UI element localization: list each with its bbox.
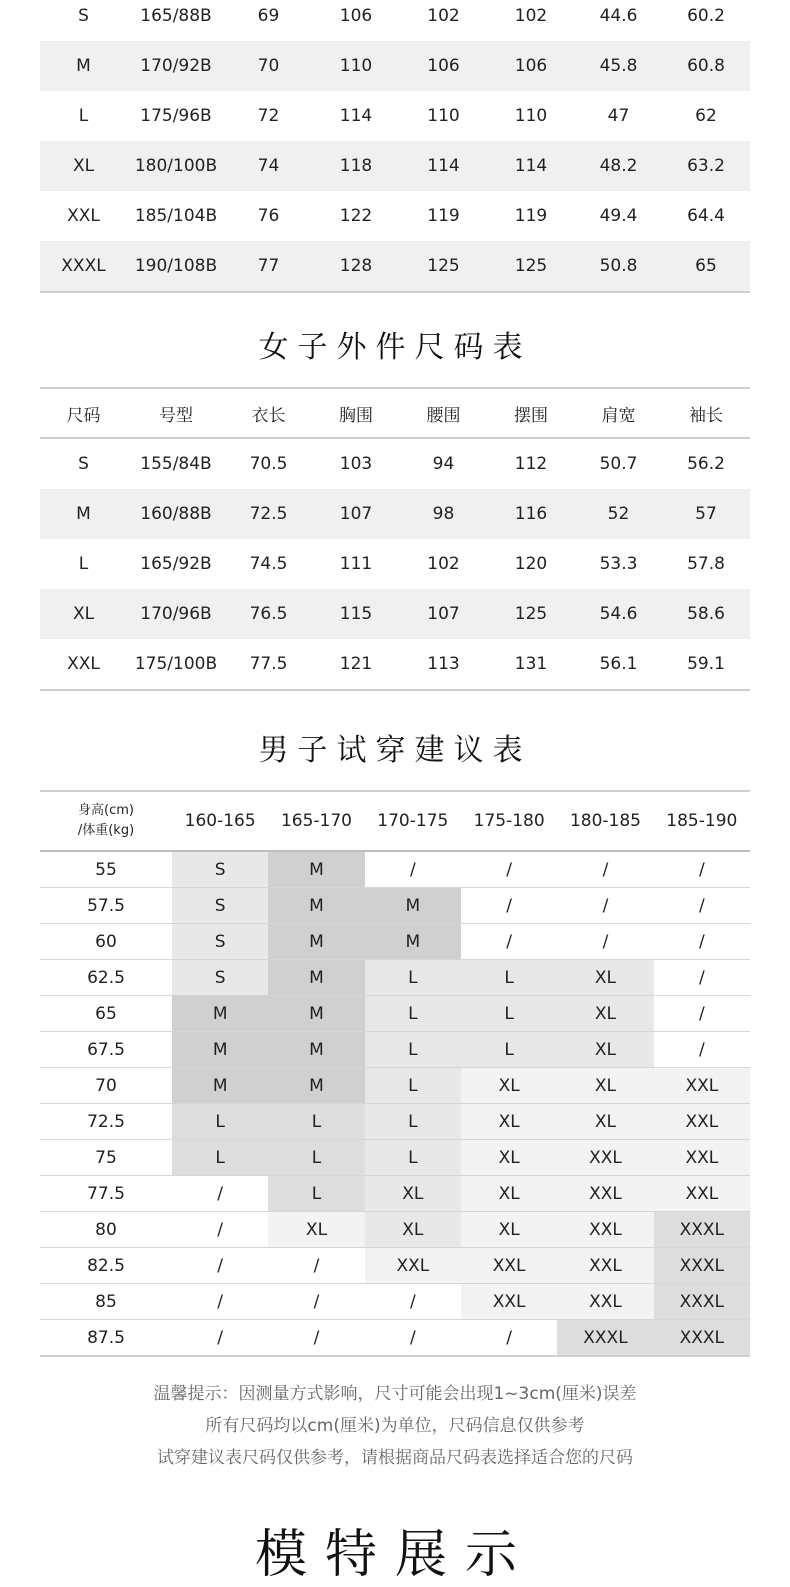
fit-size-cell: XL [557, 1032, 653, 1068]
fit-size-cell: M [268, 996, 364, 1032]
fit-size-cell: S [172, 960, 268, 996]
table-cell: 50.8 [575, 241, 662, 292]
fit-size-cell: L [365, 1032, 461, 1068]
table-cell: 65 [662, 241, 750, 292]
table-cell: 165/92B [140, 554, 212, 574]
table-cell: 70.5 [249, 454, 288, 474]
table-cell: 59.1 [662, 639, 750, 690]
table-cell: 122 [339, 206, 373, 226]
column-header: 号型 [127, 388, 225, 438]
table-cell: 106 [487, 41, 575, 91]
table-cell: 98 [400, 489, 487, 539]
table-row [40, 639, 750, 690]
table-cell: 44.6 [599, 6, 638, 26]
fit-size-cell: S [172, 851, 268, 888]
men-size-table-section [40, 0, 750, 293]
table-cell: 115 [312, 589, 400, 639]
fit-size-cell: XXXL [557, 1320, 653, 1357]
table-cell: 57.8 [687, 554, 725, 574]
column-header: 胸围 [312, 388, 400, 438]
fit-size-cell: / [654, 851, 750, 888]
fit-size-cell: / [654, 888, 750, 924]
table-row [40, 851, 750, 888]
fit-size-cell: / [172, 1176, 268, 1212]
fit-size-cell: M [268, 960, 364, 996]
fit-size-cell: XXL [461, 1284, 557, 1320]
weight-cell: 87.5 [40, 1320, 172, 1357]
fit-size-cell: / [365, 1320, 461, 1357]
table-row [40, 539, 750, 589]
fit-size-cell: L [461, 996, 557, 1032]
table-cell: 190/108B [127, 241, 225, 292]
fit-size-cell: S [172, 888, 268, 924]
fit-size-cell: / [268, 1248, 364, 1284]
fit-size-cell: / [461, 851, 557, 888]
table-row [40, 1320, 750, 1357]
fit-size-cell: XXL [557, 1284, 653, 1320]
table-row [40, 1104, 750, 1140]
fit-size-cell: XXL [461, 1248, 557, 1284]
fit-size-cell: L [172, 1140, 268, 1176]
height-range-header: 180-185 [557, 791, 653, 851]
fit-size-cell: M [268, 924, 364, 960]
fit-size-cell: XXL [557, 1176, 653, 1212]
table-cell: 121 [312, 639, 400, 690]
column-header: 尺码 [40, 388, 127, 438]
fit-size-cell: XL [557, 996, 653, 1032]
table-row [40, 1068, 750, 1104]
table-cell: M [40, 41, 127, 91]
women-size-table-title: 女子外件尺码表 [258, 330, 532, 365]
fit-size-cell: M [268, 1068, 364, 1104]
fit-size-cell: XL [557, 1068, 653, 1104]
weight-cell: 60 [40, 924, 172, 960]
table-row [40, 1284, 750, 1320]
table-cell: 165/88B [140, 6, 212, 26]
column-header: 袖长 [662, 388, 750, 438]
fit-size-cell: / [461, 1320, 557, 1357]
table-cell: 57 [662, 489, 750, 539]
table-cell: 48.2 [575, 141, 662, 191]
table-row [40, 489, 750, 539]
table-cell: 110 [312, 41, 400, 91]
table-cell: 106 [339, 6, 373, 26]
weight-cell: 70 [40, 1068, 172, 1104]
table-cell: 58.6 [662, 589, 750, 639]
table-cell: 56.2 [687, 454, 725, 474]
fit-size-cell: / [172, 1320, 268, 1357]
fit-size-cell: / [461, 888, 557, 924]
size-note-3: 试穿建议表尺码仅供参考，请根据商品尺码表选择适合您的尺码 [157, 1448, 633, 1468]
fit-size-cell: XXL [557, 1212, 653, 1248]
table-cell: 103 [339, 454, 373, 474]
fit-size-cell: L [268, 1104, 364, 1140]
fit-size-cell: / [654, 960, 750, 996]
table-cell: 77.5 [225, 639, 312, 690]
fit-size-cell: L [365, 1104, 461, 1140]
table-cell: 120 [514, 554, 548, 574]
fit-size-cell: / [268, 1320, 364, 1357]
fit-size-cell: XL [461, 1140, 557, 1176]
table-cell: L [78, 554, 89, 574]
women-size-table-body [40, 438, 750, 690]
table-row [40, 924, 750, 960]
table-row [40, 0, 750, 41]
fit-size-cell: XXXL [654, 1248, 750, 1284]
table-cell: 125 [487, 589, 575, 639]
table-row [40, 888, 750, 924]
fit-size-cell: L [268, 1140, 364, 1176]
column-header: 肩宽 [575, 388, 662, 438]
fit-size-cell: XL [268, 1212, 364, 1248]
fit-size-cell: L [172, 1104, 268, 1140]
table-row [40, 589, 750, 639]
table-cell: 170/96B [127, 589, 225, 639]
fit-size-cell: / [172, 1284, 268, 1320]
table-cell: 106 [400, 41, 487, 91]
table-cell: M [40, 489, 127, 539]
table-cell: 110 [514, 106, 548, 126]
table-cell: XL [40, 141, 127, 191]
fit-size-cell: / [172, 1248, 268, 1284]
table-row [40, 141, 750, 191]
fit-size-cell: M [172, 1032, 268, 1068]
table-cell: 60.8 [662, 41, 750, 91]
fit-size-cell: L [365, 1068, 461, 1104]
weight-cell: 85 [40, 1284, 172, 1320]
fit-suggestion-table [40, 790, 750, 1357]
table-cell: 114 [487, 141, 575, 191]
table-cell: 125 [400, 241, 487, 292]
fit-size-cell: XXL [557, 1140, 653, 1176]
table-cell: 102 [427, 554, 460, 574]
table-cell: XL [40, 589, 127, 639]
table-cell: 72 [257, 106, 280, 126]
table-cell: 54.6 [575, 589, 662, 639]
table-cell: 110 [427, 106, 460, 126]
fit-size-cell: M [268, 1032, 364, 1068]
weight-cell: 67.5 [40, 1032, 172, 1068]
fit-size-cell: XL [365, 1176, 461, 1212]
fit-table-title: 男子试穿建议表 [258, 733, 532, 768]
table-cell: 72.5 [225, 489, 312, 539]
weight-cell: 57.5 [40, 888, 172, 924]
table-cell: 107 [312, 489, 400, 539]
column-header: 衣长 [225, 388, 312, 438]
table-cell: 118 [312, 141, 400, 191]
fit-table-header [40, 791, 750, 851]
table-cell: 94 [432, 454, 455, 474]
women-size-table-header [40, 388, 750, 438]
height-range-header: 160-165 [172, 791, 268, 851]
table-cell: 74 [225, 141, 312, 191]
table-row [40, 1032, 750, 1068]
table-cell: XXL [67, 206, 100, 226]
table-cell: 74.5 [249, 554, 288, 574]
size-notes [0, 1378, 790, 1474]
table-row [40, 1248, 750, 1284]
height-range-header: 165-170 [268, 791, 364, 851]
table-cell: 114 [339, 106, 373, 126]
table-cell: 185/104B [134, 206, 218, 226]
table-row [40, 960, 750, 996]
fit-size-cell: L [268, 1176, 364, 1212]
table-cell: 175/100B [127, 639, 225, 690]
table-cell: XXXL [40, 241, 127, 292]
fit-size-cell: / [365, 1284, 461, 1320]
table-cell: 49.4 [599, 206, 638, 226]
fit-size-cell: M [172, 996, 268, 1032]
weight-cell: 82.5 [40, 1248, 172, 1284]
model-section-title: 模特展示 [254, 1525, 535, 1585]
fit-size-cell: XL [557, 1104, 653, 1140]
height-range-header: 175-180 [461, 791, 557, 851]
table-cell: 113 [400, 639, 487, 690]
weight-cell: 55 [40, 851, 172, 888]
men-size-table-body [40, 0, 750, 292]
table-row [40, 91, 750, 141]
fit-size-cell: M [365, 888, 461, 924]
size-note-1: 温馨提示：因测量方式影响，尺寸可能会出现1~3cm(厘米)误差 [153, 1384, 637, 1404]
table-cell: 64.4 [687, 206, 725, 226]
table-cell: 131 [487, 639, 575, 690]
fit-size-cell: M [268, 888, 364, 924]
fit-size-cell: / [172, 1212, 268, 1248]
fit-header-corner [40, 791, 172, 851]
fit-size-cell: XXL [654, 1176, 750, 1212]
table-cell: 119 [427, 206, 460, 226]
table-cell: 47 [607, 106, 630, 126]
weight-cell: 80 [40, 1212, 172, 1248]
table-cell: 76 [257, 206, 280, 226]
fit-size-cell: L [461, 960, 557, 996]
fit-size-cell: XXXL [654, 1212, 750, 1248]
fit-size-cell: XXL [365, 1248, 461, 1284]
fit-size-cell: XXL [654, 1104, 750, 1140]
table-cell: 160/88B [127, 489, 225, 539]
fit-size-cell: XL [461, 1068, 557, 1104]
table-cell: XXL [40, 639, 127, 690]
table-row [40, 438, 750, 489]
table-row [40, 1212, 750, 1248]
table-cell: 63.2 [662, 141, 750, 191]
column-header: 腰围 [400, 388, 487, 438]
table-row [40, 241, 750, 292]
fit-size-cell: L [365, 1140, 461, 1176]
fit-size-cell: / [654, 996, 750, 1032]
table-cell: 107 [400, 589, 487, 639]
weight-cell: 62.5 [40, 960, 172, 996]
fit-size-cell: M [268, 851, 364, 888]
table-cell: 155/84B [140, 454, 212, 474]
fit-table-body [40, 851, 750, 1356]
fit-size-cell: XXXL [654, 1320, 750, 1357]
fit-size-cell: / [557, 924, 653, 960]
fit-size-cell: XL [461, 1104, 557, 1140]
table-cell: 114 [400, 141, 487, 191]
fit-size-cell: XXL [557, 1248, 653, 1284]
fit-size-cell: XL [365, 1212, 461, 1248]
fit-size-cell: XXL [654, 1068, 750, 1104]
table-cell: L [78, 106, 89, 126]
table-cell: 53.3 [599, 554, 638, 574]
table-cell: 62 [695, 106, 717, 126]
table-cell: 56.1 [575, 639, 662, 690]
fit-size-cell: L [461, 1032, 557, 1068]
size-note-2: 所有尺码均以cm(厘米)为单位，尺码信息仅供参考 [205, 1416, 585, 1436]
column-header: 摆围 [487, 388, 575, 438]
table-cell: 170/92B [127, 41, 225, 91]
fit-header-weight-label: /体重(kg) [77, 823, 135, 838]
fit-size-cell: XL [461, 1176, 557, 1212]
table-cell: 112 [514, 454, 548, 474]
fit-size-cell: XL [461, 1212, 557, 1248]
height-range-header: 185-190 [654, 791, 750, 851]
fit-table-section [40, 790, 750, 1357]
table-cell: 69 [257, 6, 280, 26]
table-cell: 102 [427, 6, 460, 26]
weight-cell: 72.5 [40, 1104, 172, 1140]
fit-size-cell: / [557, 851, 653, 888]
table-cell: S [78, 6, 89, 26]
men-size-table [40, 0, 750, 293]
table-row [40, 191, 750, 241]
fit-size-cell: M [172, 1068, 268, 1104]
table-cell: 76.5 [225, 589, 312, 639]
weight-cell: 65 [40, 996, 172, 1032]
table-cell: 128 [312, 241, 400, 292]
fit-size-cell: / [365, 851, 461, 888]
table-cell: 111 [339, 554, 373, 574]
table-cell: 102 [514, 6, 548, 26]
table-cell: 77 [225, 241, 312, 292]
weight-cell: 77.5 [40, 1176, 172, 1212]
women-size-table-section [40, 387, 750, 691]
fit-header-height-label: 身高(cm) [78, 803, 134, 818]
table-cell: S [78, 454, 89, 474]
fit-size-cell: L [365, 960, 461, 996]
fit-size-cell: XL [557, 960, 653, 996]
table-row [40, 41, 750, 91]
fit-size-cell: M [365, 924, 461, 960]
table-cell: 45.8 [575, 41, 662, 91]
fit-size-cell: L [365, 996, 461, 1032]
women-size-table [40, 387, 750, 691]
fit-size-cell: S [172, 924, 268, 960]
fit-size-cell: / [654, 924, 750, 960]
table-row [40, 996, 750, 1032]
height-range-header: 170-175 [365, 791, 461, 851]
table-row [40, 1140, 750, 1176]
weight-cell: 75 [40, 1140, 172, 1176]
table-row [40, 1176, 750, 1212]
table-cell: 175/96B [140, 106, 212, 126]
fit-size-cell: / [268, 1284, 364, 1320]
table-cell: 116 [487, 489, 575, 539]
fit-size-cell: XXXL [654, 1284, 750, 1320]
fit-size-cell: / [557, 888, 653, 924]
table-cell: 180/100B [127, 141, 225, 191]
table-cell: 52 [575, 489, 662, 539]
fit-size-cell: / [461, 924, 557, 960]
table-cell: 60.2 [687, 6, 725, 26]
table-cell: 70 [225, 41, 312, 91]
table-cell: 125 [487, 241, 575, 292]
fit-size-cell: / [654, 1032, 750, 1068]
table-cell: 119 [514, 206, 548, 226]
fit-size-cell: XXL [654, 1140, 750, 1176]
table-cell: 50.7 [599, 454, 638, 474]
